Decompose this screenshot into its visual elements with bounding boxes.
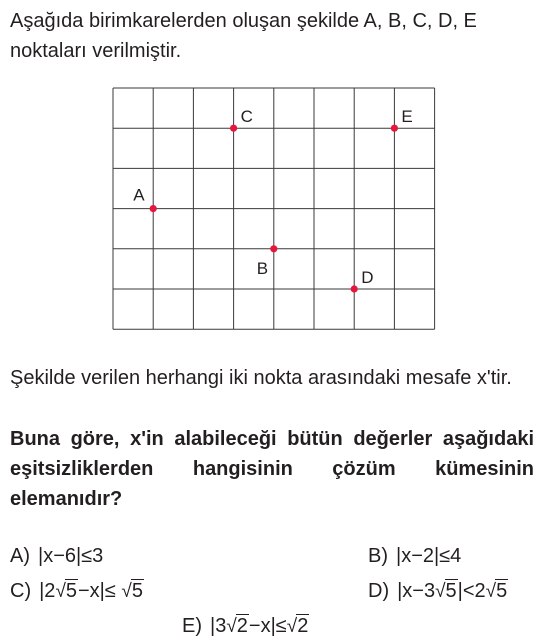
point-c-marker (230, 125, 237, 132)
radicand: 5 (496, 580, 508, 602)
point-a-label: A (133, 185, 145, 205)
option-c-part1: |2 (39, 580, 56, 602)
point-a-marker (150, 205, 157, 212)
distance-statement: Şekilde verilen herhangi iki nokta arasındaki mesafe x'tir. (10, 367, 512, 389)
radicand: 5 (445, 580, 457, 602)
option-b-expression: |x−2|≤4 (396, 545, 462, 567)
option-d-letter: D) (368, 580, 390, 602)
point-d-label: D (361, 268, 374, 287)
radicand: 5 (131, 580, 143, 602)
point-b-label: B (256, 258, 269, 278)
sqrt-radical: √2 (226, 615, 248, 637)
point-c-label: C (240, 107, 253, 127)
point-e-marker (391, 125, 398, 132)
option-d-part2: |<2 (457, 580, 486, 602)
option-a-expression: |x−6|≤3 (38, 545, 104, 567)
sqrt-radical: √5 (485, 580, 508, 602)
option-c[interactable] (10, 578, 144, 605)
sqrt-radical: √5 (435, 580, 457, 602)
option-c-letter: C) (10, 580, 32, 602)
radicand: 2 (236, 615, 248, 637)
option-e-part2: −x|≤ (248, 615, 287, 637)
option-b[interactable] (368, 543, 461, 569)
point-e-label: E (401, 107, 413, 127)
option-d-part1: |x−3 (397, 580, 436, 602)
option-a[interactable] (10, 543, 103, 569)
option-a-letter: A) (10, 545, 30, 567)
option-e-letter: E) (182, 615, 202, 637)
point-d-marker (351, 285, 358, 292)
sqrt-radical: √5 (121, 580, 143, 602)
sqrt-radical: √2 (286, 615, 309, 637)
option-b-letter: B) (368, 545, 388, 567)
option-e[interactable] (182, 613, 309, 640)
sqrt-radical: √5 (55, 580, 77, 602)
option-c-part2: −x|≤ (78, 580, 122, 602)
question-text: Buna göre, x'in alabileceği bütün değerler aşağıdaki eşitsizliklerden hangisinin çözüm kümesinin elemanıdır? (10, 428, 534, 510)
radicand: 2 (297, 615, 309, 637)
option-e-part1: |3 (210, 615, 227, 637)
radicand: 5 (65, 580, 77, 602)
question-intro: Aşağıda birimkarelerden oluşan şekilde A, B, C, D, E noktaları verilmiştir. (10, 10, 477, 62)
point-b-marker (270, 245, 277, 252)
option-d[interactable] (368, 578, 508, 605)
